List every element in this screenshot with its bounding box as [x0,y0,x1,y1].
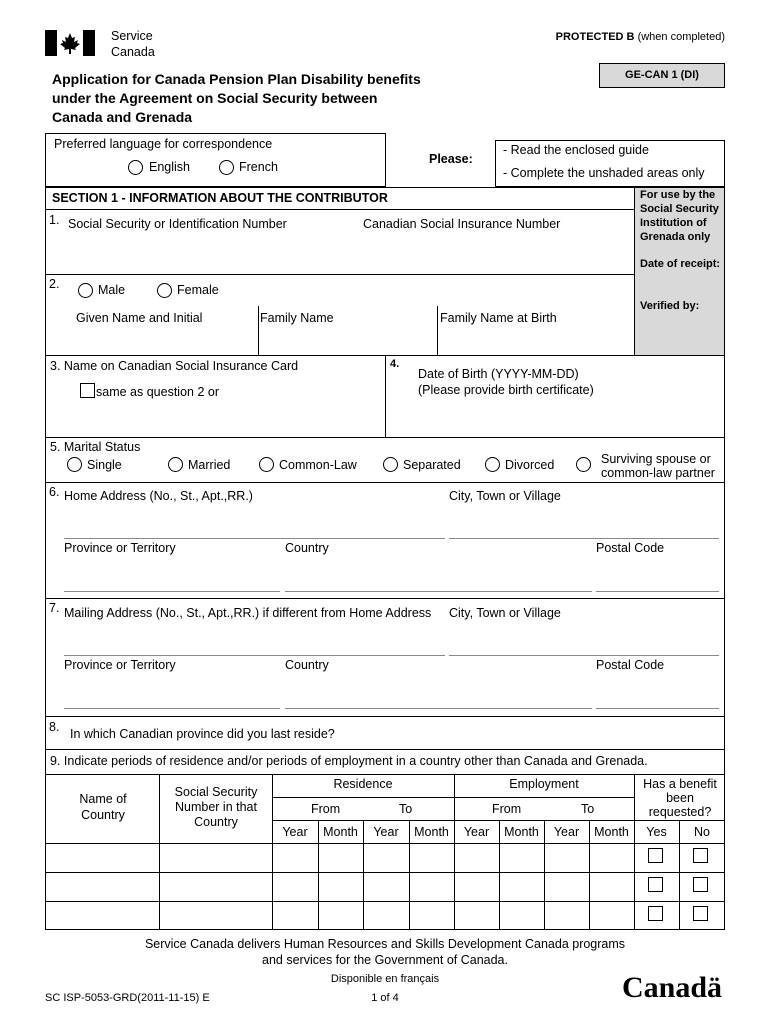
common-law-label: Common-Law [279,458,357,472]
emp-to-year: Year [553,825,580,839]
q6-number: 6. [49,485,60,499]
same-as-q2-checkbox[interactable] [80,383,95,398]
q5-label: 5. Marital Status [50,440,141,454]
verified-by-label: Verified by: [640,300,700,312]
surviving-line2: common-law partner [601,466,715,480]
q8-label: In which Canadian province did you last reside? [70,727,335,741]
emp-from-year: Year [463,825,490,839]
col-name-country: Name of Country [79,792,127,822]
row2-no-checkbox[interactable] [693,877,708,892]
french-label: French [239,160,278,174]
section1-frame [45,187,725,930]
dob-label: Date of Birth (YYYY-MM-DD) [418,367,579,381]
date-of-receipt-label: Date of receipt: [640,258,721,270]
row2-yes-checkbox[interactable] [648,877,663,892]
form-title [52,70,421,127]
protected-rest: (when completed) [637,31,725,43]
same-as-q2-label: same as question 2 or [96,385,219,399]
res-to-year: Year [373,825,399,839]
english-radio[interactable] [128,160,143,175]
home-province-label: Province or Territory [64,541,176,555]
mailing-province-label: Province or Territory [64,658,176,672]
divorced-label: Divorced [505,458,555,472]
separated-label: Separated [403,458,461,472]
q7-number: 7. [49,601,60,615]
male-radio[interactable] [78,283,93,298]
surviving-label [601,452,715,480]
emp-from-month: Month [504,825,539,839]
q1-number: 1. [49,213,60,227]
emp-from: From [492,802,522,816]
q1-ssn-label: Social Security or Identification Number [68,217,287,231]
title-line3: Canada and Grenada [52,109,193,125]
given-name-label: Given Name and Initial [76,311,203,325]
mailing-country-label: Country [285,658,329,672]
disponible-label: Disponible en français [330,973,440,985]
dept-line1: Service [111,29,153,43]
mailing-address-label: Mailing Address (No., St., Apt.,RR.) if different from Home Address [64,606,432,620]
instruction-1: - Read the enclosed guide [503,143,649,157]
divorced-radio[interactable] [485,457,500,472]
q3-label: 3. Name on Canadian Social Insurance Card [50,359,299,373]
married-radio[interactable] [168,457,183,472]
res-to: To [399,802,413,816]
single-radio[interactable] [67,457,82,472]
please-label: Please: [429,152,473,166]
emp-to-month: Month [594,825,629,839]
q2-number: 2. [49,277,60,291]
married-label: Married [188,458,231,472]
page-number: 1 of 4 [371,992,399,1004]
single-label: Single [87,458,122,472]
col-ssn-country: Social Security Number in that Country [174,785,258,829]
col-employment: Employment [509,777,579,791]
surviving-line1: Surviving spouse or [601,452,711,466]
family-name-label: Family Name [260,311,334,325]
male-label: Male [98,283,126,297]
title-line2: under the Agreement on Social Security between [52,90,378,106]
home-city-label: City, Town or Village [449,489,561,503]
q4-number: 4. [390,358,400,370]
language-label: Preferred language for correspondence [54,137,273,151]
mailing-city-label: City, Town or Village [449,606,561,620]
row3-yes-checkbox[interactable] [648,906,663,921]
footer-notice [45,936,725,968]
res-from-year: Year [282,825,308,839]
footer-line1: Service Canada delivers Human Resources and Skills Development Canada programs [144,937,626,951]
col-benefit: Has a benefit been requested? [643,777,717,819]
res-from-month: Month [323,825,358,839]
footer-line2: and services for the Government of Canada. [262,953,508,967]
form-code: SC ISP-5053-GRD(2011-11-15) E [45,992,210,1004]
emp-to: To [581,802,595,816]
instruction-2: - Complete the unshaded areas only [503,166,705,180]
department-name [111,28,155,60]
title-line1: Application for Canada Pension Plan Disability benefits [52,71,421,87]
home-address-label: Home Address (No., St., Apt.,RR.) [64,489,253,503]
english-label: English [149,160,190,174]
form-id-box [599,63,725,88]
female-label: Female [177,283,219,297]
section1-title: SECTION 1 - INFORMATION ABOUT THE CONTRIBUTOR [52,191,388,205]
protected-bold: PROTECTED B [555,31,635,43]
home-country-label: Country [285,541,329,555]
q9-label: 9. Indicate periods of residence and/or periods of employment in a country other than Canada and Grenada. [50,754,648,768]
protected-label [556,31,725,43]
row3-no-checkbox[interactable] [693,906,708,921]
col-residence: Residence [333,777,393,791]
canada-flag-logo [45,30,95,56]
mailing-postal-label: Postal Code [596,658,665,672]
french-radio[interactable] [219,160,234,175]
row1-yes-checkbox[interactable] [648,848,663,863]
col-yes: Yes [646,825,667,839]
form-id: GE-CAN 1 (DI) [625,69,699,81]
res-from: From [311,802,341,816]
canada-wordmark-logo: Canadä [622,971,723,1004]
q8-number: 8. [49,720,60,734]
q1-sin-label: Canadian Social Insurance Number [363,217,561,231]
row1-no-checkbox[interactable] [693,848,708,863]
office-use-label: For use by the Social Security Institution of Grenada only [640,189,719,243]
common-law-radio[interactable] [259,457,274,472]
female-radio[interactable] [157,283,172,298]
dept-line2: Canada [111,45,155,59]
col-no: No [694,825,710,839]
birth-cert-label: (Please provide birth certificate) [418,383,594,397]
surviving-radio[interactable] [576,457,591,472]
home-postal-label: Postal Code [596,541,665,555]
res-to-month: Month [414,825,449,839]
family-name-birth-label: Family Name at Birth [440,311,557,325]
separated-radio[interactable] [383,457,398,472]
